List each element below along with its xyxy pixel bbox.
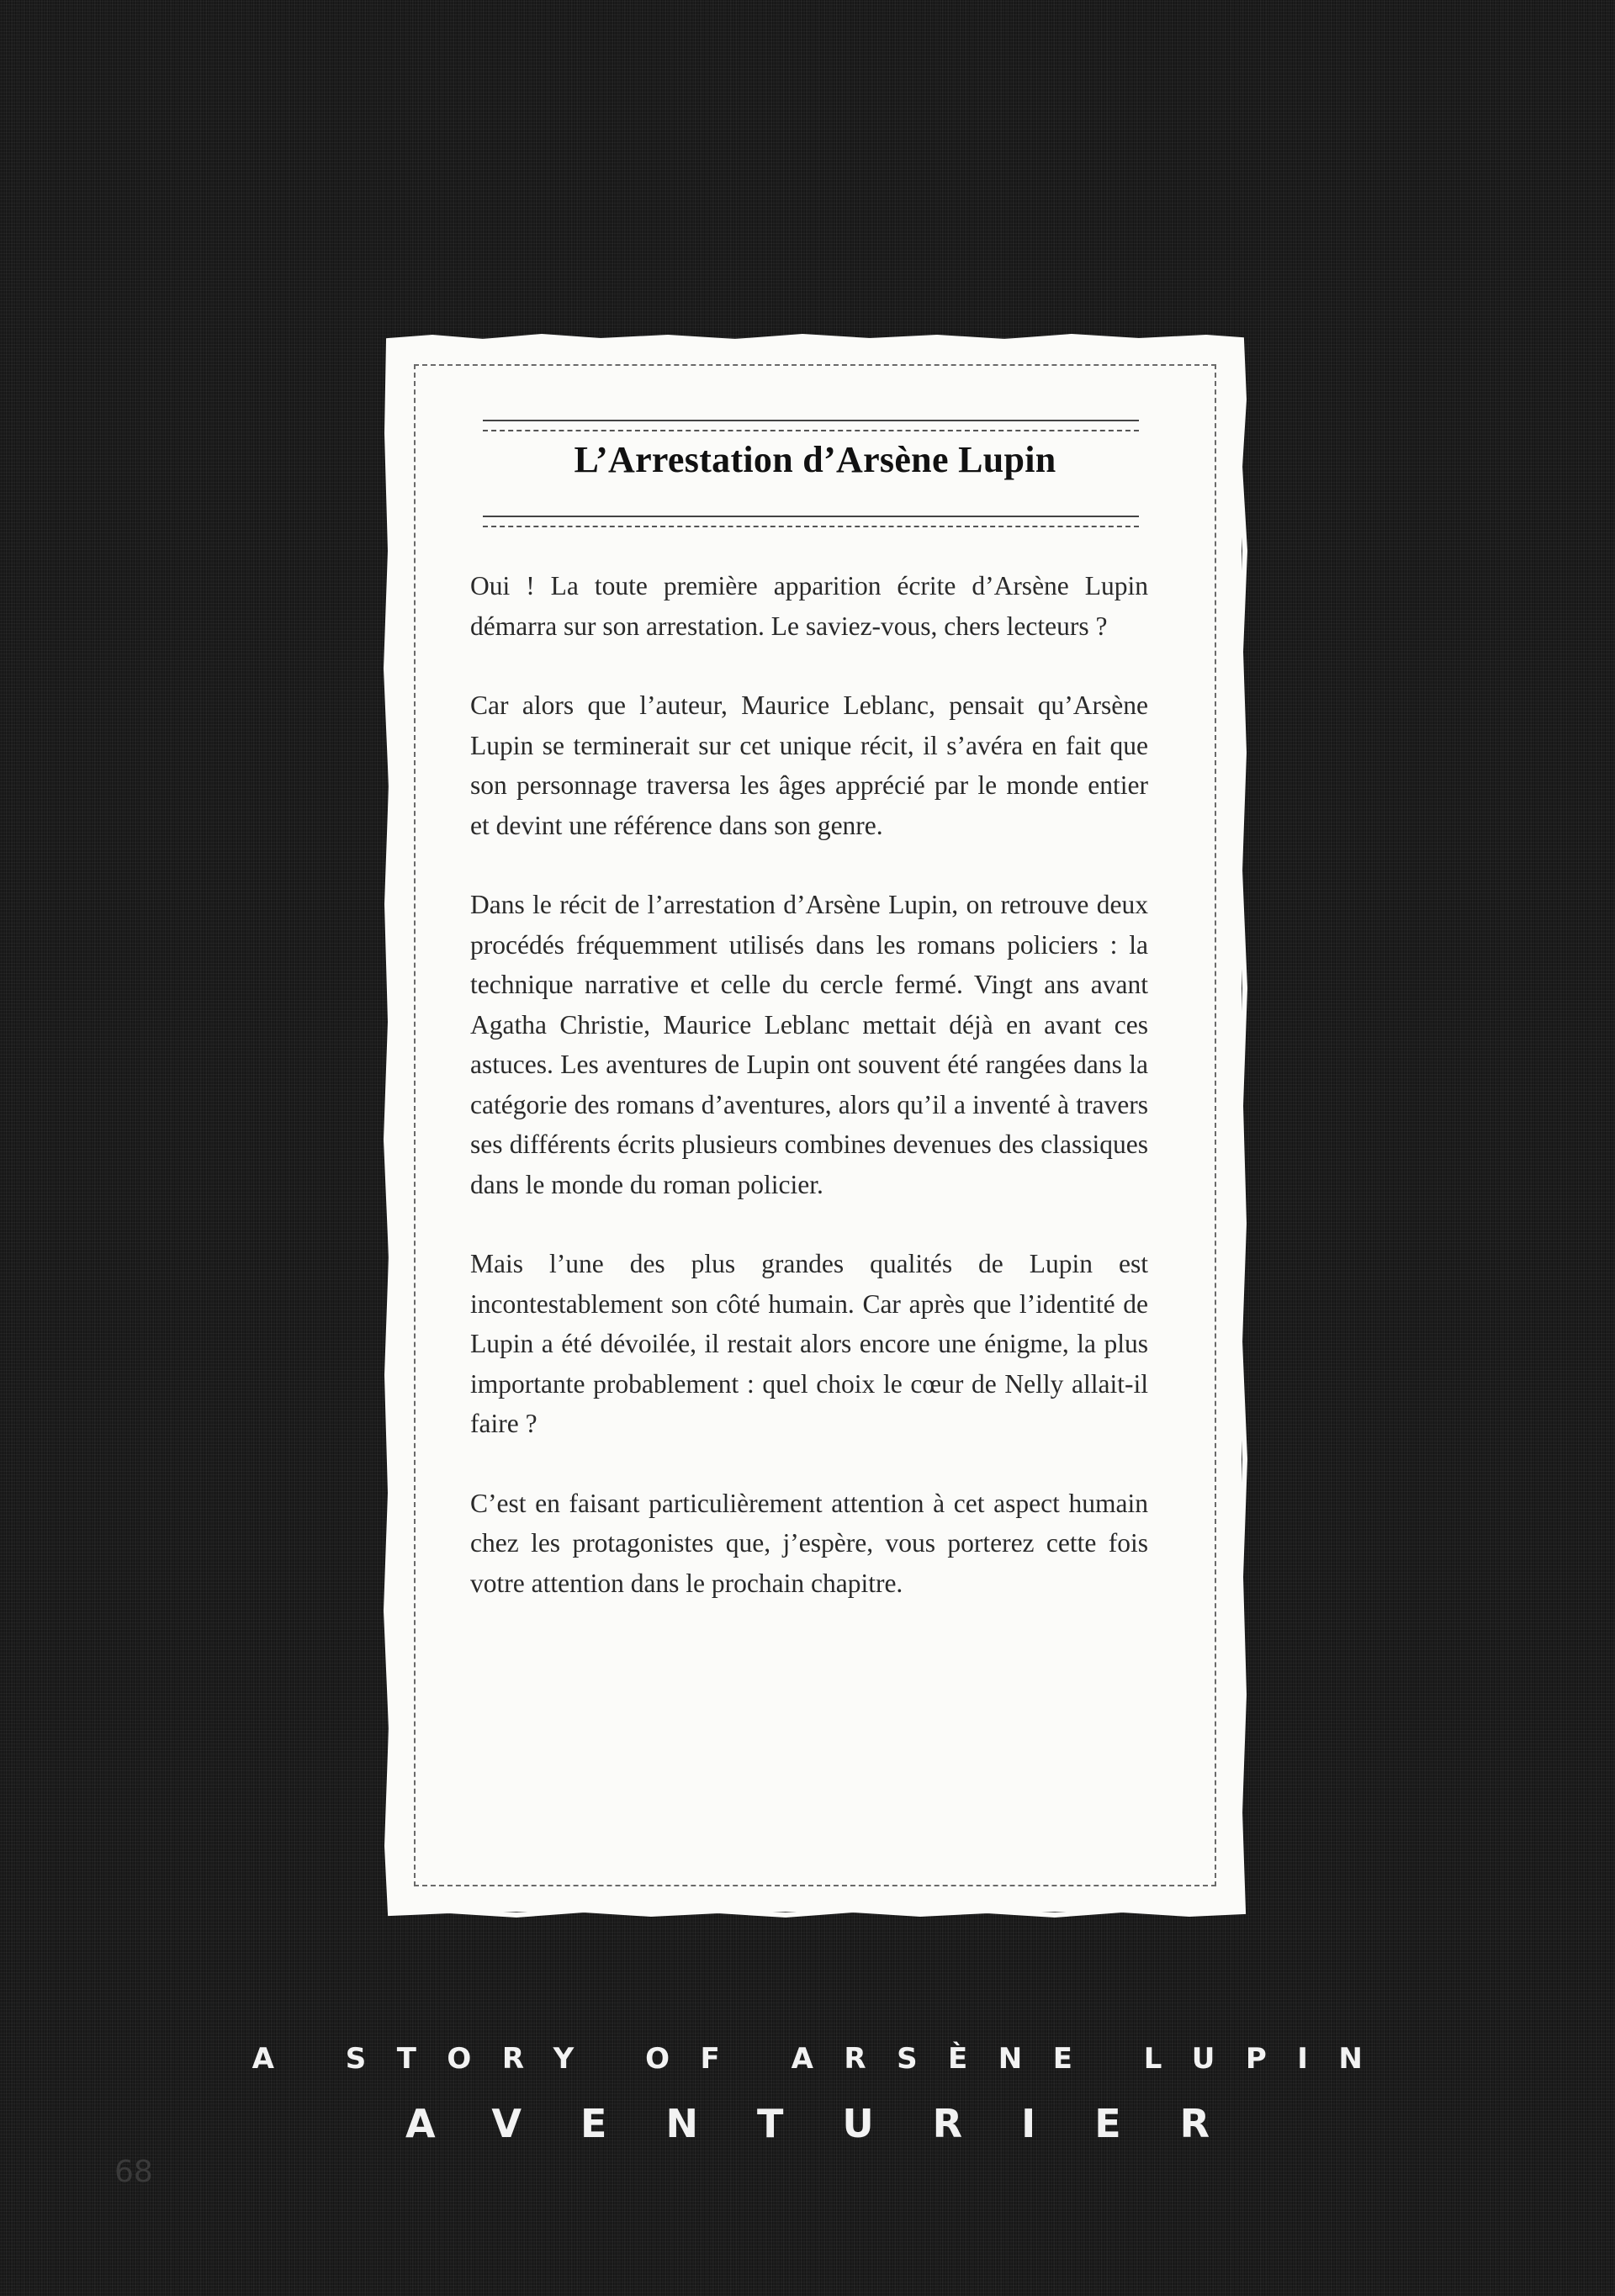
- title-rule-bottom: [483, 516, 1139, 527]
- series-title: AVENTURIER: [405, 2101, 1269, 2146]
- article-card: [389, 339, 1242, 1912]
- article-paragraph: Car alors que l’auteur, Maurice Leblanc, pensait qu’Arsène Lupin se terminerait sur cet unique récit, il s’avéra en fait que son personnage traversa les âges apprécié par le monde entier et devint une référence dans son genre.: [470, 690, 1148, 840]
- article-title: L’Arrestation d’Arsène Lupin: [574, 439, 1056, 480]
- article-paragraph: Oui ! La toute première apparition écrite d’Arsène Lupin démarra sur son arrestation. Le saviez-vous, chers lecteurs ?: [470, 571, 1148, 641]
- page-number: 68: [114, 2155, 153, 2189]
- article-body: [470, 566, 1148, 1643]
- article-paragraph: Mais l’une des plus grandes qualités de Lupin est incontestablement son côté humain. Car après que l’identité de Lupin a été dévoilée, il restait alors encore une énigme, la plus importante probablement : quel choix le cœur de Nelly allait-il faire ?: [470, 1249, 1148, 1438]
- article-paragraph: Dans le récit de l’arrestation d’Arsène Lupin, on retrouve deux procédés fréquemment utilisés dans les romans policiers : la technique narrative et celle du cercle fermé. Vingt ans avant Agatha Christie, Maurice Leblanc mettait déjà en avant ces astuces. Les aventures de Lupin ont souvent été rangées dans la catégorie des romans d’aventures, alors qu’il a inventé à travers ses différents écrits plusieurs combines devenues des classiques dans le monde du roman policier.: [470, 890, 1148, 1199]
- series-subtitle: A STORY OF ARSÈNE LUPIN: [252, 2042, 1394, 2076]
- title-rule-top: [483, 420, 1139, 431]
- article-paragraph: C’est en faisant particulièrement attention à cet aspect humain chez les protagonistes que, j’espère, vous porterez cette fois votre attention dans le prochain chapitre.: [470, 1488, 1148, 1598]
